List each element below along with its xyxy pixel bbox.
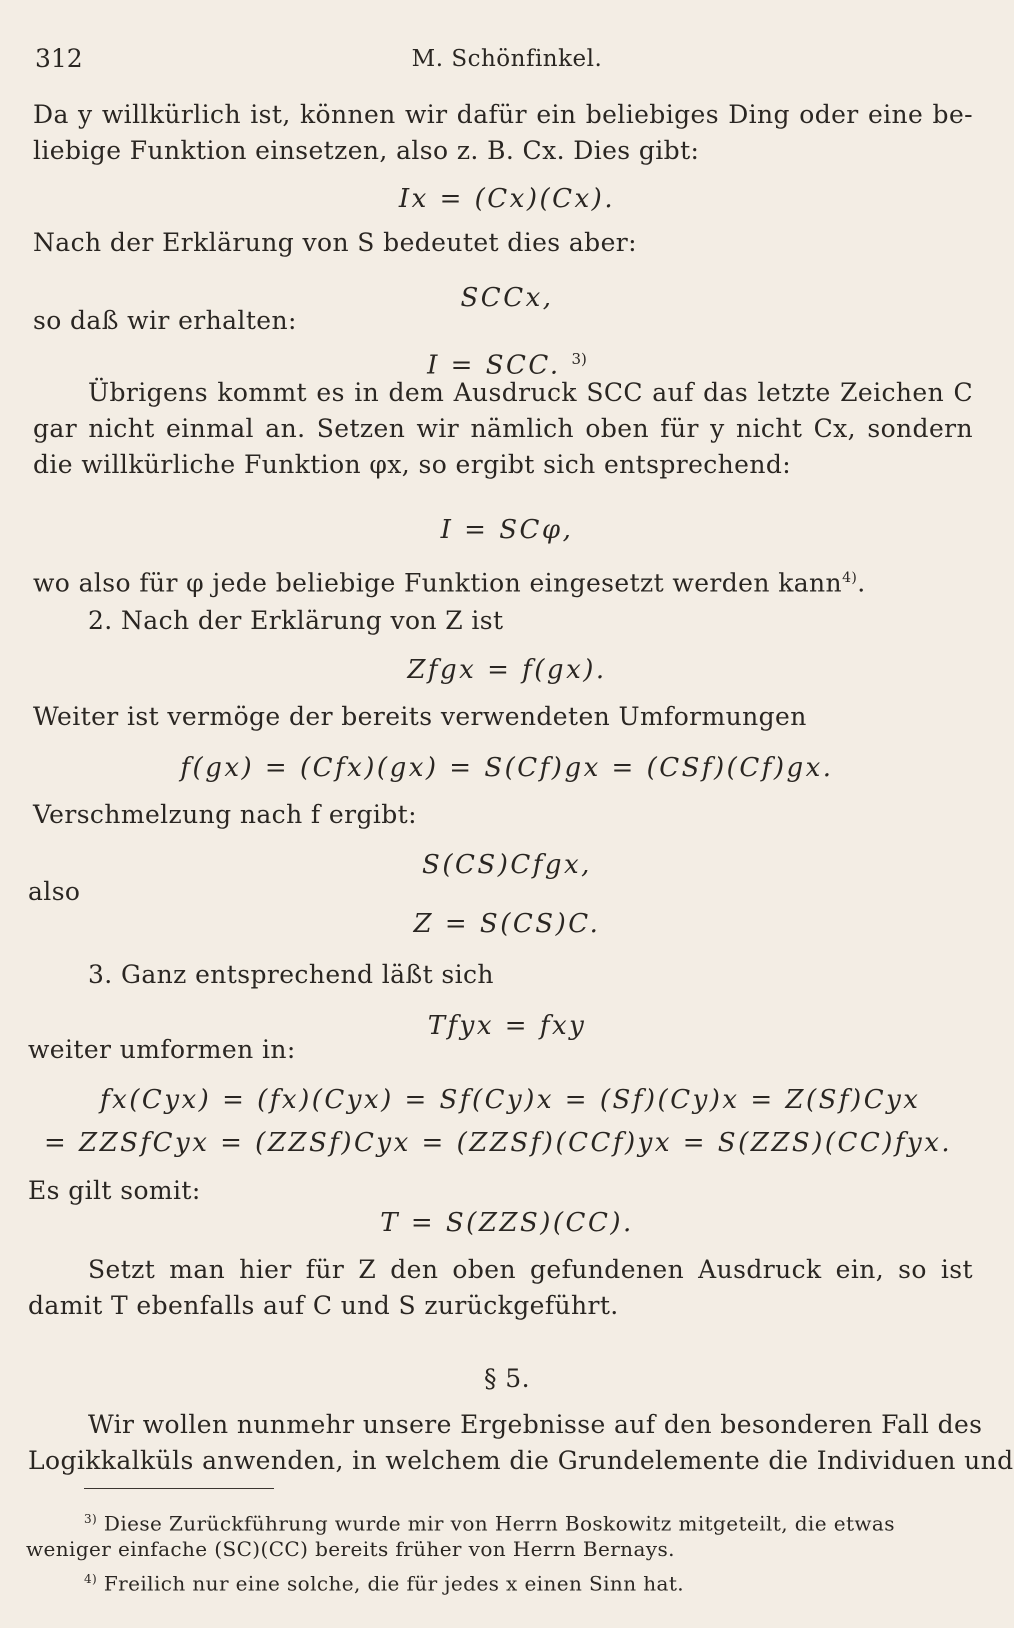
equation: Zfgx = f(gx). bbox=[407, 655, 607, 685]
text-line: gar nicht einmal an. Setzen wir nämlich oben für y nicht Cx, sondern bbox=[33, 414, 973, 443]
equation: Tfyx = fxy bbox=[427, 1011, 587, 1041]
text-line: Verschmelzung nach f ergibt: bbox=[33, 800, 417, 829]
running-title: M. Schönfinkel. bbox=[411, 46, 603, 72]
equation: = ZZSfCyx = (ZZSf)Cyx = (ZZSf)(CCf)yx = S(ZZS)(CC)fyx. bbox=[44, 1128, 953, 1158]
equation-with-footnote bbox=[0, 344, 1014, 381]
footnote bbox=[84, 1566, 684, 1597]
text-line: Weiter ist vermöge der bereits verwendeten Umformungen bbox=[33, 702, 807, 731]
text-line: Nach der Erklärung von S bedeutet dies aber: bbox=[33, 228, 637, 257]
footnote-rule bbox=[84, 1488, 274, 1489]
equation: S(CS)Cfgx, bbox=[422, 850, 592, 880]
footnote bbox=[84, 1506, 895, 1537]
text-line: liebige Funktion einsetzen, also z. B. Cx. Dies gibt: bbox=[33, 136, 700, 165]
page-number: 312 bbox=[35, 44, 83, 73]
text-span: . bbox=[857, 568, 866, 598]
text-line: 3. Ganz entsprechend läßt sich bbox=[88, 960, 494, 989]
footnote: weniger einfache (SC)(CC) bereits früher von Herrn Bernays. bbox=[26, 1537, 675, 1561]
footnote-ref: 3) bbox=[571, 350, 587, 368]
text-line: die willkürliche Funktion φx, so ergibt sich entsprechend: bbox=[33, 450, 792, 479]
text-line: damit T ebenfalls auf C und S zurückgeführt. bbox=[28, 1291, 619, 1320]
section-heading: § 5. bbox=[484, 1364, 530, 1393]
footnote-mark: 4) bbox=[84, 1572, 98, 1586]
text-line: weiter umformen in: bbox=[28, 1035, 296, 1064]
text-line: Logikkalküls anwenden, in welchem die Grundelemente die Individuen und bbox=[28, 1446, 1014, 1475]
text-line: also bbox=[28, 877, 81, 906]
footnote-ref: 4) bbox=[842, 570, 858, 586]
text-line bbox=[33, 563, 866, 598]
equation: Z = S(CS)C. bbox=[413, 909, 601, 939]
equation: fx(Cyx) = (fx)(Cyx) = Sf(Cy)x = (Sf)(Cy)x = Z(Sf)Cyx bbox=[100, 1085, 921, 1115]
equation: I = SCφ, bbox=[440, 515, 574, 545]
text-line: Setzt man hier für Z den oben gefundenen Ausdruck ein, so ist bbox=[88, 1255, 973, 1284]
text-line: 2. Nach der Erklärung von Z ist bbox=[88, 606, 504, 635]
text-line: so daß wir erhalten: bbox=[33, 306, 297, 335]
equation: I = SCC. bbox=[427, 350, 561, 381]
text-span: wo also für φ jede beliebige Funktion eingesetzt werden kann bbox=[33, 568, 843, 598]
footnote-text: Freilich nur eine solche, die für jedes x einen Sinn hat. bbox=[103, 1571, 685, 1596]
text-line: Es gilt somit: bbox=[28, 1176, 201, 1205]
equation: T = S(ZZS)(CC). bbox=[380, 1208, 634, 1238]
text-line: Wir wollen nunmehr unsere Ergebnisse auf den besonderen Fall des bbox=[88, 1410, 983, 1439]
footnote-text: Diese Zurückführung wurde mir von Herrn Boskowitz mitgeteilt, die etwas bbox=[103, 1511, 895, 1536]
text-line: Übrigens kommt es in dem Ausdruck SCC auf das letzte Zeichen C bbox=[88, 378, 973, 407]
equation: f(gx) = (Cfx)(gx) = S(Cf)gx = (CSf)(Cf)gx. bbox=[180, 753, 834, 783]
footnote-mark: 3) bbox=[84, 1512, 98, 1526]
equation: SCCx, bbox=[460, 283, 554, 313]
text-line: Da y willkürlich ist, können wir dafür ein beliebiges Ding oder eine be- bbox=[33, 100, 973, 129]
equation: Ix = (Cx)(Cx). bbox=[398, 184, 616, 214]
